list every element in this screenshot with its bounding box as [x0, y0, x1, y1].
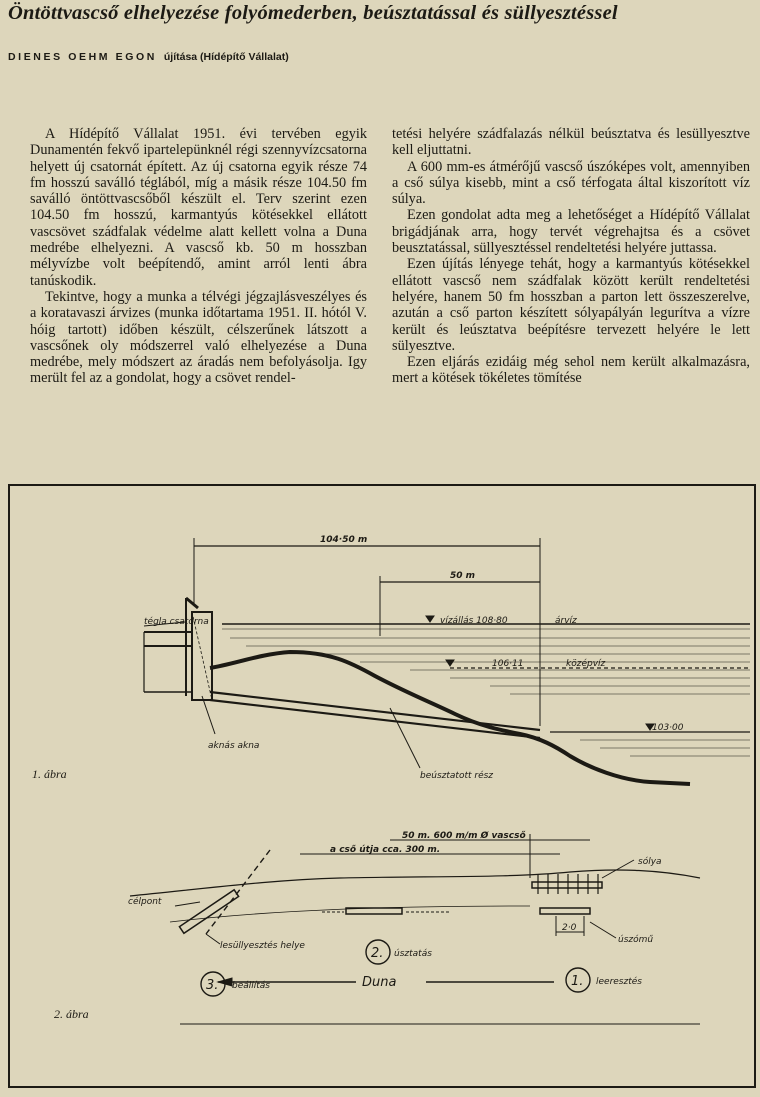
mid-tag-label: középvíz [566, 659, 606, 669]
flood-tag-label: árvíz [555, 616, 577, 626]
route-length-label: a cső útja cca. 300 m. [330, 845, 441, 855]
step-3-label: beállítás [232, 981, 270, 991]
article-title: Öntöttvascső elhelyezése folyómederben, beúsztatással és süllyesztéssel [8, 2, 618, 24]
paragraph: tetési helyére szádfalazás nélkül beúsztatva és lesüllyesztve kell eljuttatni. [392, 126, 750, 159]
dimension-part-label: 50 m [450, 571, 476, 581]
pipe-lower-line [210, 700, 540, 738]
sunk-pipe [179, 890, 238, 934]
river-label: Duna [362, 975, 397, 990]
paragraph: Ezen újítás lényege tehát, hogy a karmantyús kötésekkel ellátott vascső nem szádfalak között került rendeltetési helyére, hanem 50 fm hosszban a parton lett összeszerelve, azután a cső parton készített sólyapályán legurítva a vízre került és leúsztatva beépítésre tervezett helyére le lett sülyesztve. [392, 256, 750, 354]
paragraph: A Hídépítő Vállalat 1951. évi tervében egyik Dunamentén fekvő ipartelepünknél régi szennyvízcsatorna helyett új csatornát épített. Az új csatorna egyik része 74 fm hosszú saválló téglából, míg a másik része 104.50 fm saválló öntöttvascsőből készült el. Terv szerint ezen 104.50 fm hosszú, karmantyús kötésekkel ellátott vascsövet szádfalak védelme alatt kellett volna a Duna medrébe elhelyezni. A vascső kb. 50 m hosszban mélyvízbe volt beépítendő, amint arról lenti ábra tanúskodik. [30, 126, 367, 289]
figure-2-caption: 2. ábra [54, 1007, 89, 1021]
paragraph: A 600 mm-es átmérőjű vascső úszóképes volt, amennyiben a cső súlya kisebb, mint a cső térfogata által kiszorított víz súlya. [392, 158, 750, 208]
float-pipe [540, 908, 590, 914]
pipe-spec-label: 50 m. 600 m/m Ø vascső [402, 831, 526, 841]
dimension-total-label: 104·50 m [320, 535, 368, 545]
sink-place-label: lesüllyesztés helye [220, 941, 305, 951]
pipe-upper-line [210, 692, 540, 730]
paragraph: Ezen gondolat adta meg a lehetőséget a Hídépítő Vállalat brigádjának arra, hogy tervét végrehajtsa és a csövet beusztatással, süllyesztéssel rendeltetési helyére juttassa. [392, 207, 750, 257]
floated-part-label: beúsztatott rész [420, 771, 494, 781]
author-note: újítása (Hídépítő Vállalat) [163, 51, 289, 63]
figure-drawing [10, 486, 754, 1086]
riverbank-upper [130, 870, 700, 896]
left-text-column [30, 126, 367, 387]
slipway-rollers [538, 874, 598, 894]
shaft-label: aknás akna [208, 741, 260, 751]
floats-label: úszómű [618, 935, 654, 945]
river-bed [210, 652, 690, 784]
step-1-label: leeresztés [596, 977, 642, 987]
mid-level-label: 106·11 [492, 659, 524, 669]
step-2-label: úsztatás [394, 949, 432, 959]
figure-box [8, 484, 756, 1088]
slipway-pipe [532, 882, 602, 888]
step-3-number: 3. [206, 978, 219, 993]
right-text-column [392, 126, 750, 387]
slipway-label: sólya [638, 857, 662, 867]
water-lines [222, 629, 750, 756]
low-level-label: 103·00 [652, 723, 684, 733]
figure-1-caption: 1. ábra [32, 767, 67, 781]
figure-2-plan [130, 834, 700, 1024]
brick-sewer-label: tégla csatorna [144, 617, 209, 627]
float-dimension-label: 2·0 [562, 923, 577, 933]
flood-level-label: vízállás 108·80 [440, 616, 508, 626]
target-label: célpont [128, 897, 162, 907]
step-1-number: 1. [571, 974, 584, 989]
author-name: DIENES OEHM EGON [8, 51, 157, 63]
paragraph: Tekintve, hogy a munka a télvégi jégzajlásveszélyes és a koratavaszi árvizes (munka időtartama 1951. II. hótól V. hóig tartott) időben készült, célszerűnek látszott a vascsőnek oly módszerrel való elhelyezése a Duna medrébe, mely módszert az áradás nem befolyásolja. Igy merült fel az a gondolat, hogy a csövet rendel- [30, 288, 367, 387]
step-2-number: 2. [371, 946, 384, 961]
byline [8, 51, 289, 63]
paragraph: Ezen eljárás ezidáig még sehol nem került alkalmazásra, mert a kötések tökéletes tömítése [392, 354, 750, 387]
